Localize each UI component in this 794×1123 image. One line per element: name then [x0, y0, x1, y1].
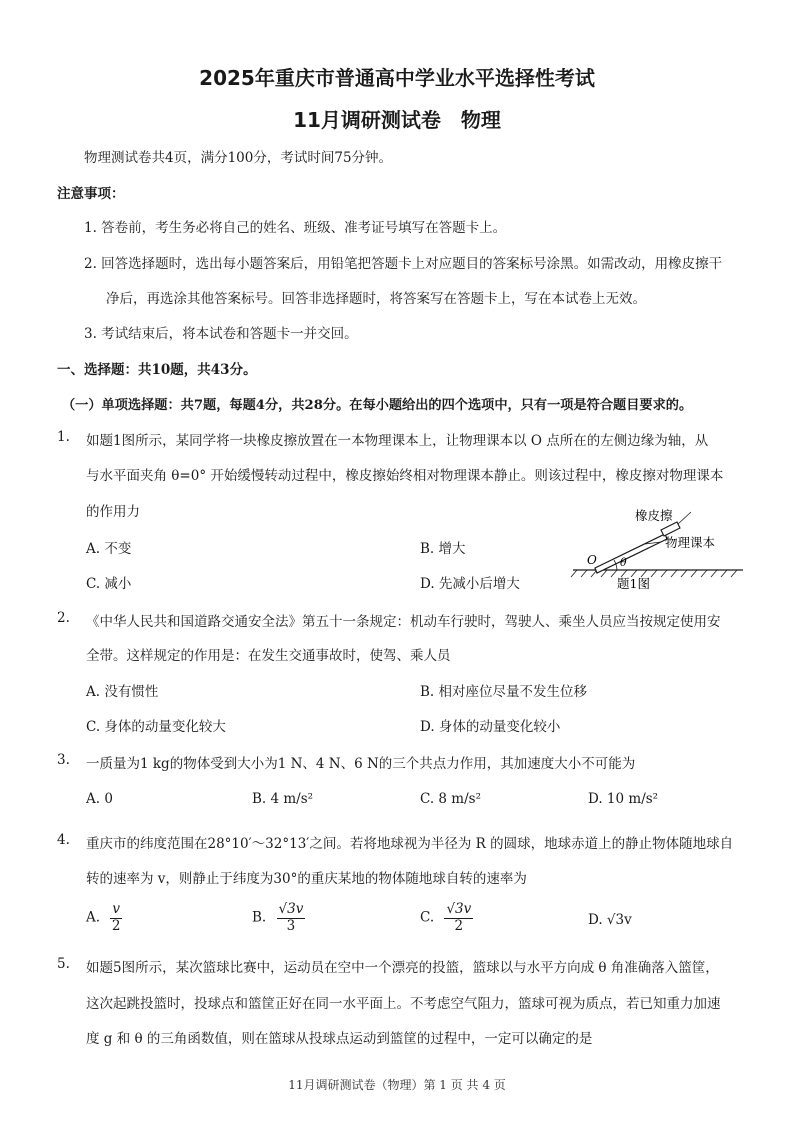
q2-option-b: B. 相对座位尽量不发生位移 [420, 684, 588, 700]
q1-stem-line2: 与水平面夹角 θ=0° 开始缓慢转动过程中，橡皮擦始终相对物理课本静止。则该过程中，橡皮擦对物理课本 [86, 468, 724, 484]
q3-option-a: A. 0 [86, 791, 113, 807]
notice-heading: 注意事项： [57, 186, 125, 202]
q1-stem-line1: 如题1图所示，某同学将一块橡皮擦放置在一本物理课本上，让物理课本以 O 点所在的左侧边缘为轴，从 [86, 433, 709, 449]
figure-caption: 题1图 [617, 576, 650, 591]
page-footer: 11月调研测试卷（物理）第 1 页 共 4 页 [288, 1078, 506, 1092]
section-sub-heading: （一）单项选择题：共7题，每题4分，共28分。在每小题给出的四个选项中，只有一项是符合题目要求的。 [62, 398, 693, 413]
q4-option-b-numerator: √3v [278, 901, 304, 917]
q4-option-b-fraction [277, 902, 306, 934]
notice-item-2-line1: 2. 回答选择题时，选出每小题答案后，用铅笔把答题卡上对应题目的答案标号涂黑。如需改动，用橡皮擦干 [84, 256, 723, 272]
q4-option-a-denominator: 2 [111, 917, 121, 934]
q5-stem-line1: 如题5图所示，某次篮球比赛中，运动员在空中一个漂亮的投篮，篮球以与水平方向成 θ 角准确落入篮筐， [86, 960, 719, 976]
q3-stem-line1: 一质量为1 kg的物体受到大小为1 N、4 N、6 N的三个共点力作用，其加速度大小不可能为 [86, 756, 636, 772]
q3-option-b: B. 4 m/s² [252, 791, 314, 807]
point-o-label: O [587, 553, 597, 567]
q5-stem-line2: 这次起跳投篮时，投球点和篮筐正好在同一水平面上。不考虑空气阻力，篮球可视为质点，若已知重力加速 [86, 996, 721, 1012]
notice-item-1: 1. 答卷前，考生务必将自己的姓名、班级、准考证号填写在答题卡上。 [84, 220, 507, 236]
q3-option-d: D. 10 m/s² [588, 791, 659, 807]
notice-item-3: 3. 考试结束后，将本试卷和答题卡一并交回。 [84, 326, 358, 342]
book-label: 物理课本 [665, 535, 716, 550]
q5-number: 5. [57, 956, 70, 972]
q2-option-c: C. 身体的动量变化较大 [86, 719, 226, 735]
book-shape [595, 534, 667, 573]
q2-stem-line1: 《中华人民共和国道路交通安全法》第五十一条规定：机动车行驶时，驾驶人、乘坐人员应当按规定使用安 [86, 614, 721, 630]
q4-option-d: D. √3v [588, 912, 632, 928]
exam-subtitle: 11月调研测试卷 物理 [293, 108, 501, 132]
q4-option-b-denominator: 3 [286, 917, 296, 934]
q3-option-c: C. 8 m/s² [420, 791, 482, 807]
q5-stem-line3: 度 g 和 θ 的三角函数值，则在篮球从投球点运动到篮筐的过程中，一定可以确定的是 [86, 1031, 593, 1047]
q4-option-a-numerator: v [112, 901, 120, 917]
q1-option-a: A. 不变 [86, 541, 132, 557]
q4-option-c-label: C. [420, 909, 435, 926]
section-heading: 一、选择题：共10题，共43分。 [57, 362, 257, 378]
q2-option-d: D. 身体的动量变化较小 [420, 719, 561, 735]
q4-option-a [86, 902, 122, 934]
notice-item-2-line2: 净后，再选涂其他答案标号。回答非选择题时，将答案写在答题卡上，写在本试卷上无效。 [106, 291, 646, 307]
angle-label: θ [620, 556, 627, 569]
q2-stem-line2: 全带。这样规定的作用是：在发生交通事故时，使驾、乘人员 [86, 648, 451, 664]
q3-number: 3. [57, 752, 70, 768]
q2-option-a: A. 没有惯性 [86, 684, 159, 700]
exam-intro: 物理测试卷共4页，满分100分，考试时间75分钟。 [84, 150, 393, 166]
q4-option-b-label: B. [252, 909, 267, 926]
eraser-shape [661, 522, 680, 536]
q1-option-d: D. 先减小后增大 [420, 576, 520, 592]
q4-option-a-label: A. [86, 909, 101, 926]
q1-figure [565, 500, 745, 592]
q1-number: 1. [57, 429, 70, 445]
q1-option-c: C. 减小 [86, 576, 132, 592]
exam-title: 2025年重庆市普通高中学业水平选择性考试 [199, 66, 595, 90]
q4-option-c [420, 902, 473, 934]
q1-stem-line3: 的作用力 [86, 504, 140, 520]
q4-stem-line2: 转的速率为 v，则静止于纬度为30°的重庆某地的物体随地球自转的速率为 [86, 871, 527, 887]
q4-option-c-numerator: √3v [446, 901, 472, 917]
q4-option-a-fraction [110, 902, 122, 934]
q1-option-b: B. 增大 [420, 541, 466, 557]
q4-option-c-denominator: 2 [454, 917, 464, 934]
q4-stem-line1: 重庆市的纬度范围在28°10′～32°13′之间。若将地球视为半径为 R 的圆球，地球赤道上的静止物体随地球自 [86, 836, 734, 852]
eraser-label: 橡皮擦 [635, 508, 673, 523]
q2-number: 2. [57, 610, 70, 626]
q4-number: 4. [57, 832, 70, 848]
q4-option-c-fraction [444, 902, 473, 934]
q4-option-b [252, 902, 305, 934]
